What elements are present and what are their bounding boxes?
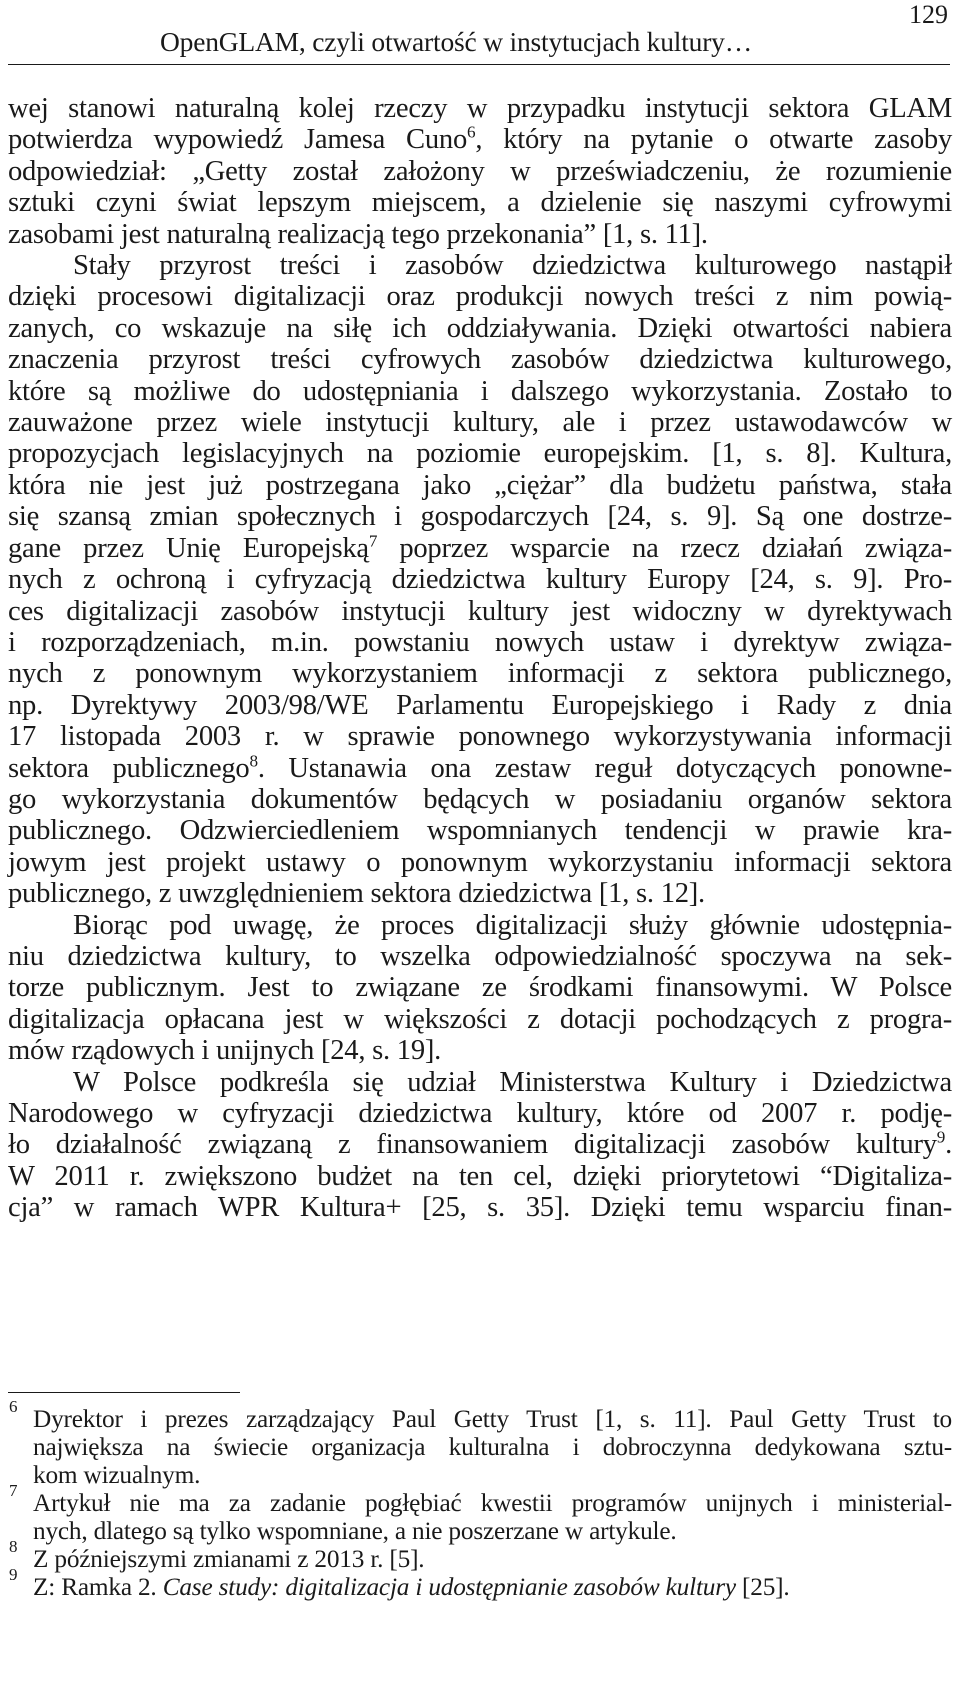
footnote bbox=[8, 1481, 952, 1545]
text-span: gane przez Unię Europejską bbox=[8, 532, 369, 564]
text-span: Z: Ramka 2. bbox=[33, 1573, 163, 1601]
footnotes bbox=[8, 1397, 952, 1601]
text-line: W 2011 r. zwiększono budżet na ten cel, dzięki priorytetowi “Digitaliza- bbox=[8, 1160, 952, 1192]
text-line: które są możliwe do udostępniania i dalszego wykorzystania. Zostało to bbox=[8, 375, 952, 407]
footnote-line: Z późniejszymi zmianami z 2013 r. [5]. bbox=[33, 1545, 425, 1573]
text-span: potwierdza wypowiedź Jamesa Cuno bbox=[8, 124, 468, 156]
paragraph bbox=[8, 93, 952, 250]
text-line: która nie jest już postrzegana jako „ciężar” dla budżetu państwa, stała bbox=[8, 469, 952, 501]
text-span: . bbox=[945, 1129, 952, 1161]
text-line: W Polsce podkreśla się udział Ministerstwa Kultury i Dziedzictwa bbox=[73, 1066, 952, 1098]
text-span: . Ustanawia ona zestaw reguł dotyczących ponowne- bbox=[257, 752, 952, 784]
text-line: zauważone przez wiele instytucji kultury, ale i przez ustawodawców w bbox=[8, 407, 952, 439]
footnote-line: Artykuł nie ma za zadanie pogłębiać kwestii programów unijnych i ministerial- bbox=[33, 1489, 952, 1517]
footnote-separator bbox=[8, 1392, 240, 1393]
text-span: [25]. bbox=[735, 1573, 790, 1601]
footnote-ref[interactable]: 6 bbox=[467, 122, 476, 142]
footnote-line bbox=[33, 1573, 952, 1601]
paragraph bbox=[8, 250, 952, 910]
text-line: cja” w ramach WPR Kultura+ [25, s. 35]. Dzięki temu wsparciu finan- bbox=[8, 1192, 952, 1224]
text-line: publicznego, z uwzględnieniem sektora dziedzictwa [1, s. 12]. bbox=[8, 878, 705, 910]
text-line: ces digitalizacji zasobów instytucji kultury jest widoczny w dyrektywach bbox=[8, 595, 952, 627]
text-line: niu dziedzictwa kultury, to wszelka odpowiedzialność spoczywa na sek- bbox=[8, 940, 952, 972]
footnote-mark: 6 bbox=[9, 1397, 18, 1416]
text-line: publicznego. Odzwierciedleniem wspomnianych tendencji w prawie kra- bbox=[8, 815, 952, 847]
text-line: nych z ponownym wykorzystaniem informacji z sektora publicznego, bbox=[8, 658, 952, 690]
text-line: nych z ochroną i cyfryzacją dziedzictwa kultury Europy [24, s. 9]. Pro- bbox=[8, 564, 952, 596]
text-line: digitalizacja opłacana jest w większości z dotacji pochodzących z progra- bbox=[8, 1003, 952, 1035]
text-line: Biorąc pod uwagę, że proces digitalizacji służy głównie udostępnia- bbox=[73, 909, 952, 941]
text-line: 17 listopada 2003 r. w sprawie ponownego wykorzystywania informacji bbox=[8, 721, 952, 753]
text-line: odpowiedział: „Getty został założony w przeświadczeniu, że rozumienie bbox=[8, 155, 952, 187]
footnote-mark: 8 bbox=[9, 1537, 18, 1556]
text-line: Stały przyrost treści i zasobów dziedzictwa kulturowego nastąpił bbox=[73, 250, 952, 282]
footnote bbox=[8, 1537, 952, 1573]
footnote-mark: 7 bbox=[9, 1481, 18, 1500]
footnote-line: Dyrektor i prezes zarządzający Paul Getty Trust [1, s. 11]. Paul Getty Trust to bbox=[33, 1405, 952, 1433]
text-line: go wykorzystania dokumentów będących w posiadaniu organów sektora bbox=[8, 783, 952, 815]
footnote-line: nych, dlatego są tylko wspomniane, a nie poszerzane w artykule. bbox=[33, 1517, 677, 1545]
footnote-mark: 9 bbox=[9, 1565, 18, 1584]
text-line bbox=[8, 753, 952, 784]
text-line bbox=[8, 1129, 952, 1160]
text-line: np. Dyrektywy 2003/98/WE Parlamentu Europejskiego i Rady z dnia bbox=[8, 689, 952, 721]
text-line: propozycjach legislacyjnych na poziomie europejskim. [1, s. 8]. Kultura, bbox=[8, 438, 952, 470]
footnote-line: największa na świecie organizacja kulturalna i dobroczynna dedykowana sztu- bbox=[33, 1433, 952, 1461]
italic-title: Case study: digitalizacja i udostępnianie zasobów kultury bbox=[162, 1573, 736, 1601]
text-line: znaczenia przyrost treści cyfrowych zasobów dziedzictwa kulturowego, bbox=[8, 344, 952, 376]
footnote bbox=[8, 1397, 952, 1489]
paragraph bbox=[8, 910, 952, 1067]
footnote bbox=[8, 1565, 952, 1601]
text-line: wej stanowi naturalną kolej rzeczy w przypadku instytucji sektora GLAM bbox=[8, 93, 952, 124]
footnote-ref[interactable]: 7 bbox=[368, 531, 378, 551]
running-title: OpenGLAM, czyli otwartość w instytucjach kultury… bbox=[160, 26, 753, 57]
text-line: mów rządowych i unijnych [24, s. 19]. bbox=[8, 1035, 442, 1067]
text-line bbox=[8, 533, 952, 564]
text-span: , który na pytanie o otwarte zasoby bbox=[475, 124, 952, 156]
page-number: 129 bbox=[909, 0, 948, 29]
footnote-line: kom wizualnym. bbox=[33, 1461, 201, 1489]
text-line: się szansą zmian społecznych i gospodarczych [24, s. 9]. Są one dostrze- bbox=[8, 501, 952, 533]
text-line: Narodowego w cyfryzacji dziedzictwa kultury, które od 2007 r. podję- bbox=[8, 1098, 952, 1129]
text-line: dzięki procesowi digitalizacji oraz produkcji nowych treści z nim powią- bbox=[8, 281, 952, 313]
text-line: sztuki czyni świat lepszym miejscem, a dzielenie się naszymi cyfrowymi bbox=[8, 187, 952, 219]
footnote-ref[interactable]: 8 bbox=[249, 751, 258, 770]
running-header bbox=[8, 0, 950, 65]
text-span: ło działalność związaną z finansowaniem digitalizacji zasobów kultury bbox=[8, 1129, 937, 1161]
text-line: i rozporządzeniach, m.in. powstaniu nowych ustaw i dyrektyw związa- bbox=[8, 626, 952, 658]
text-span: poprzez wsparcie na rzecz działań związa- bbox=[377, 532, 952, 564]
text-line bbox=[8, 124, 952, 155]
text-line: zasobami jest naturalną realizacją tego przekonania” [1, s. 11]. bbox=[8, 218, 708, 250]
text-line: torze publicznym. Jest to związane ze środkami finansowymi. W Polsce bbox=[8, 972, 952, 1004]
paragraph bbox=[8, 1067, 952, 1224]
body-text bbox=[8, 93, 952, 1224]
footnote-ref[interactable]: 9 bbox=[936, 1127, 946, 1147]
text-span: sektora publicznego bbox=[8, 752, 250, 784]
text-line: jowym jest projekt ustawy o ponownym wykorzystaniu informacji sektora bbox=[8, 846, 952, 878]
text-line: zanych, co wskazuje na siłę ich oddziaływania. Dzięki otwartości nabiera bbox=[8, 312, 952, 344]
